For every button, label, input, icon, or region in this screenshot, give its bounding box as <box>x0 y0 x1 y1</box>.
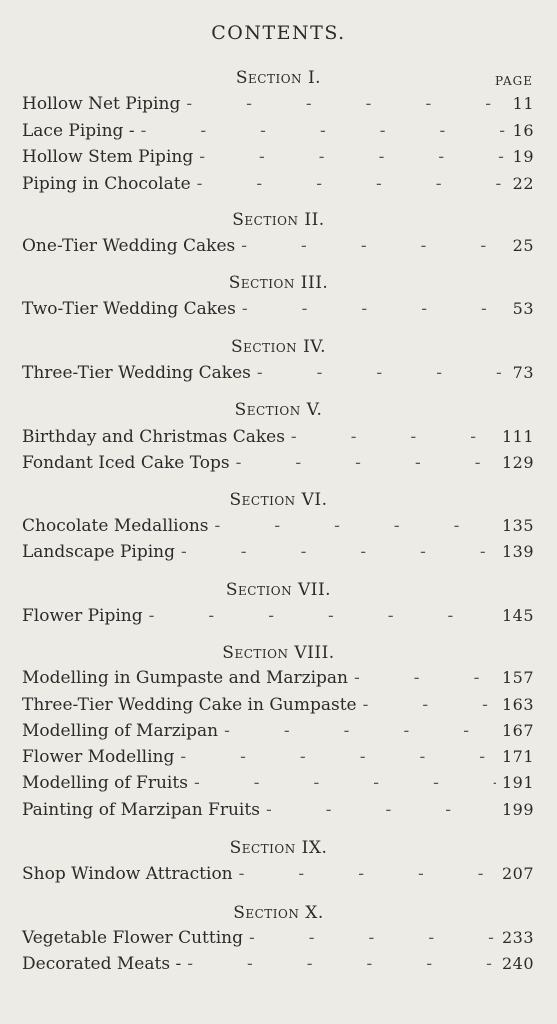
toc-entry <box>22 928 534 950</box>
entry-page-number: 25 <box>512 236 534 255</box>
dash-leader <box>242 299 507 319</box>
toc-entry <box>22 695 534 717</box>
entry-page-number: 16 <box>512 121 534 140</box>
dash-leader <box>180 747 496 767</box>
entry-title: Hollow Net Piping <box>22 94 181 114</box>
entry-title: Two-Tier Wedding Cakes <box>22 299 236 319</box>
entry-page-number: 207 <box>501 864 534 883</box>
dash-leader <box>215 516 496 536</box>
entry-page-number: 111 <box>501 427 534 446</box>
entry-title: Three-Tier Wedding Cakes <box>22 363 251 383</box>
entry-title: One-Tier Wedding Cakes <box>22 236 236 256</box>
dash-leader <box>266 800 496 820</box>
entry-page-number: 73 <box>512 363 534 382</box>
toc-entry <box>22 121 534 143</box>
dash-leader <box>224 721 496 741</box>
entry-title: Modelling of Fruits <box>22 773 188 793</box>
toc-entry <box>22 174 534 196</box>
toc-entry <box>22 363 534 385</box>
toc-entry <box>22 747 534 769</box>
entry-title: Piping in Chocolate <box>22 174 191 194</box>
toc-entry <box>22 721 534 743</box>
entry-title: Vegetable Flower Cutting <box>22 928 243 948</box>
section-heading: Section VII. <box>225 580 332 600</box>
section-heading: Section I. <box>235 68 322 88</box>
dash-leader <box>257 363 507 383</box>
dash-leader <box>187 954 496 974</box>
section-heading: Section X. <box>233 903 324 923</box>
dash-leader <box>149 606 496 626</box>
entry-title: Decorated Meats - <box>22 954 182 974</box>
entry-page-number: 163 <box>501 695 534 714</box>
dash-leader <box>291 427 496 447</box>
toc-entry <box>22 773 534 795</box>
dash-leader <box>194 773 496 793</box>
entry-title: Flower Modelling <box>22 747 175 767</box>
entry-title: Shop Window Attraction <box>22 864 233 884</box>
entry-title: Birthday and Christmas Cakes <box>22 427 285 447</box>
section-heading: Section II. <box>232 210 325 230</box>
entry-page-number: 233 <box>501 928 534 947</box>
toc-entry <box>22 606 534 628</box>
entry-page-number: 11 <box>512 94 534 113</box>
dash-leader <box>363 695 496 715</box>
entry-page-number: 145 <box>501 606 534 625</box>
toc-entry <box>22 453 534 475</box>
entry-page-number: 157 <box>501 668 534 687</box>
dash-leader <box>199 147 506 167</box>
entry-page-number: 167 <box>501 721 534 740</box>
dash-leader <box>239 864 496 884</box>
toc-entry <box>22 94 534 116</box>
dash-leader <box>241 236 506 256</box>
toc-entry <box>22 668 534 690</box>
entry-title: Flower Piping <box>22 606 143 626</box>
toc-entry <box>22 864 534 886</box>
toc-entry <box>22 427 534 449</box>
entry-title: Hollow Stem Piping <box>22 147 194 167</box>
toc-entry <box>22 800 534 822</box>
entry-page-number: 22 <box>512 174 534 193</box>
entry-title: Chocolate Medallions <box>22 516 209 536</box>
entry-title: Fondant Iced Cake Tops <box>22 453 230 473</box>
dash-leader <box>236 453 496 473</box>
page-column-label: PAGE <box>495 74 533 88</box>
entry-title: Three-Tier Wedding Cake in Gumpaste <box>22 695 357 715</box>
entry-title: Landscape Piping <box>22 542 176 562</box>
entry-page-number: 191 <box>501 773 534 792</box>
toc-entry <box>22 954 534 976</box>
entry-page-number: 129 <box>501 453 534 472</box>
section-heading: Section III. <box>228 273 329 293</box>
section-heading: Section VI. <box>229 490 328 510</box>
toc-entry <box>22 516 534 538</box>
entry-title: Modelling in Gumpaste and Marzipan <box>22 668 349 688</box>
dash-leader <box>197 174 507 194</box>
page-title: CONTENTS. <box>211 22 346 44</box>
entry-title: Painting of Marzipan Fruits <box>22 800 260 820</box>
entry-title: Modelling of Marzipan <box>22 721 219 741</box>
dash-leader <box>354 668 496 688</box>
entry-page-number: 240 <box>501 954 534 973</box>
toc-entry <box>22 236 534 258</box>
dash-leader <box>186 94 506 114</box>
toc-entry <box>22 299 534 321</box>
section-heading: Section IV. <box>231 337 326 357</box>
entry-page-number: 19 <box>512 147 534 166</box>
section-heading: Section IX. <box>229 838 328 858</box>
dash-leader <box>249 928 496 948</box>
entry-page-number: 171 <box>501 747 534 766</box>
toc-entry <box>22 542 534 564</box>
entry-page-number: 199 <box>501 800 534 819</box>
toc-entry <box>22 147 534 169</box>
entry-page-number: 135 <box>501 516 534 535</box>
entry-page-number: 139 <box>501 542 534 561</box>
entry-page-number: 53 <box>512 299 534 318</box>
section-heading: Section VIII. <box>222 643 335 663</box>
dash-leader <box>181 542 496 562</box>
entry-title: Lace Piping - <box>22 121 135 141</box>
dash-leader <box>141 121 507 141</box>
section-heading: Section V. <box>234 400 323 420</box>
